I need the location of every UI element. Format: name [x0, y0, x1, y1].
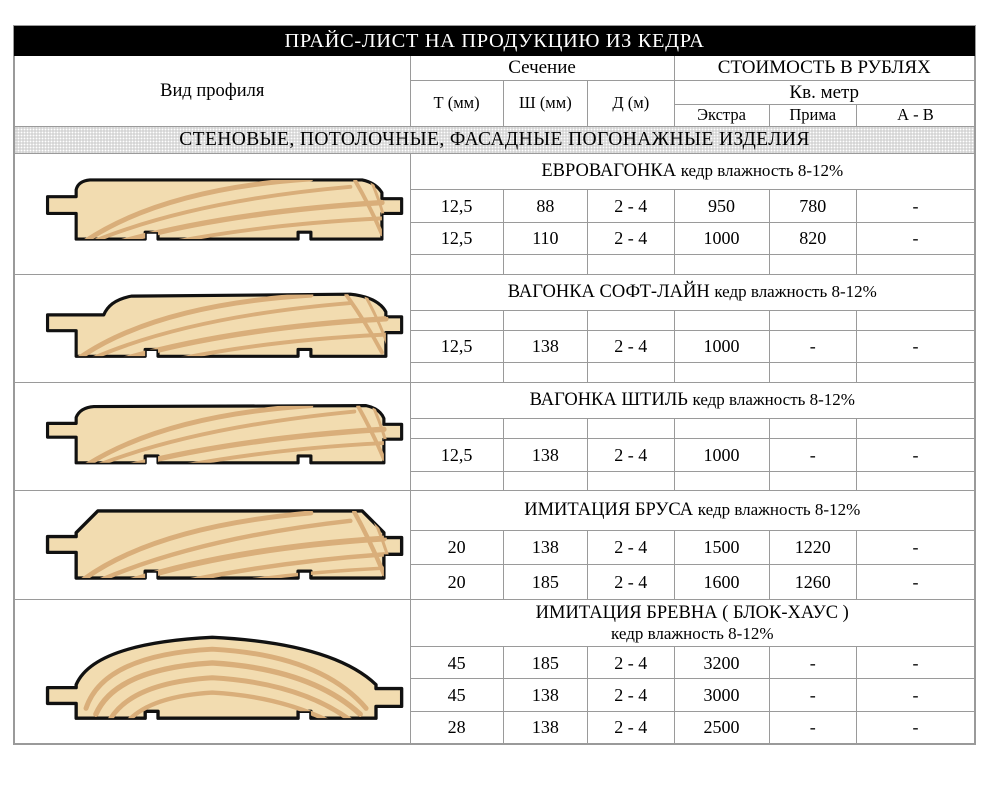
cell-extra: 1000 [674, 330, 769, 362]
imitation-beam-profile [15, 491, 411, 600]
cell-prima: 780 [769, 190, 856, 222]
price-list-page [13, 25, 976, 745]
cell-thickness: 12,5 [410, 190, 503, 222]
cell-prima: 1260 [769, 565, 856, 600]
empty-cell [588, 471, 674, 491]
product-name-row [15, 491, 975, 530]
soft-line-profile [15, 274, 411, 382]
cell-thickness: 45 [410, 646, 503, 678]
cell-width: 138 [503, 330, 587, 362]
cell-width: 138 [503, 679, 587, 711]
header-price-group: СТОИМОСТЬ В РУБЛЯХ [674, 56, 975, 81]
cell-thickness: 20 [410, 565, 503, 600]
product-name [410, 382, 974, 418]
header-row-groups [15, 56, 975, 81]
section-banner [15, 126, 975, 153]
cell-length: 2 - 4 [588, 530, 674, 565]
product-name-sub: кедр влажность 8-12% [680, 161, 844, 181]
cell-ab: - [856, 679, 974, 711]
empty-cell [410, 419, 503, 439]
empty-cell [674, 363, 769, 383]
cell-prima: - [769, 439, 856, 471]
block-house-profile [15, 600, 411, 744]
empty-cell [588, 419, 674, 439]
cell-length: 2 - 4 [588, 711, 674, 743]
cell-width: 138 [503, 711, 587, 743]
cell-length: 2 - 4 [588, 565, 674, 600]
cell-length: 2 - 4 [588, 222, 674, 254]
empty-cell [674, 419, 769, 439]
product-name [410, 153, 974, 189]
cell-prima: - [769, 711, 856, 743]
product-name-main: ЕВРОВАГОНКА [541, 161, 677, 182]
cell-ab: - [856, 530, 974, 565]
product-name [410, 274, 974, 310]
product-name-row [15, 153, 975, 189]
cell-width: 88 [503, 190, 587, 222]
product-name-sub: кедр влажность 8-12% [697, 500, 861, 520]
cell-width: 110 [503, 222, 587, 254]
empty-cell [503, 419, 587, 439]
product-name-main: ВАГОНКА СОФТ-ЛАЙН [507, 281, 710, 302]
cell-ab: - [856, 330, 974, 362]
empty-cell [503, 311, 587, 331]
header-profile-label: Вид профиля [15, 56, 411, 127]
price-list-table [14, 26, 975, 744]
header-grade-extra: Экстра [674, 105, 769, 127]
header-grade-ab: А - В [856, 105, 974, 127]
cell-extra: 2500 [674, 711, 769, 743]
empty-cell [769, 471, 856, 491]
empty-cell [503, 254, 587, 274]
cell-extra: 1000 [674, 439, 769, 471]
page-title: ПРАЙС-ЛИСТ НА ПРОДУКЦИЮ ИЗ КЕДРА [15, 27, 975, 56]
cell-prima: 820 [769, 222, 856, 254]
cell-width: 138 [503, 530, 587, 565]
cell-ab: - [856, 222, 974, 254]
empty-cell [674, 311, 769, 331]
product-name-row [15, 382, 975, 418]
empty-cell [674, 471, 769, 491]
empty-cell [503, 471, 587, 491]
euro-vagonka-profile [15, 153, 411, 274]
empty-cell [410, 471, 503, 491]
product-name [410, 600, 974, 647]
cell-thickness: 45 [410, 679, 503, 711]
empty-cell [856, 471, 974, 491]
cell-extra: 3200 [674, 646, 769, 678]
header-section-group: Сечение [410, 56, 674, 81]
product-name-sub: кедр влажность 8-12% [714, 281, 877, 301]
cell-thickness: 12,5 [410, 439, 503, 471]
cell-width: 185 [503, 565, 587, 600]
empty-cell [856, 254, 974, 274]
empty-cell [503, 363, 587, 383]
cell-thickness: 20 [410, 530, 503, 565]
empty-cell [410, 254, 503, 274]
empty-cell [588, 311, 674, 331]
empty-cell [588, 363, 674, 383]
empty-cell [856, 419, 974, 439]
empty-cell [588, 254, 674, 274]
empty-cell [769, 363, 856, 383]
product-name [410, 491, 974, 530]
header-col-width: Ш (мм) [503, 80, 587, 126]
cell-thickness: 12,5 [410, 222, 503, 254]
product-name-main: ИМИТАЦИЯ БРУСА [524, 500, 694, 521]
product-name-main: ИМИТАЦИЯ БРЕВНА ( БЛОК-ХАУС ) [535, 603, 849, 624]
cell-extra: 1000 [674, 222, 769, 254]
cell-extra: 1500 [674, 530, 769, 565]
title-row [15, 27, 975, 56]
cell-width: 185 [503, 646, 587, 678]
cell-prima: - [769, 330, 856, 362]
empty-cell [674, 254, 769, 274]
cell-prima: 1220 [769, 530, 856, 565]
empty-cell [410, 311, 503, 331]
section-banner-row [15, 126, 975, 153]
cell-ab: - [856, 565, 974, 600]
cell-ab: - [856, 711, 974, 743]
product-name-row [15, 600, 975, 647]
cell-length: 2 - 4 [588, 646, 674, 678]
cell-prima: - [769, 646, 856, 678]
shtil-profile [15, 382, 411, 490]
section-banner-label: СТЕНОВЫЕ, ПОТОЛОЧНЫЕ, ФАСАДНЫЕ ПОГОНАЖНЫЕ ИЗДЕЛИЯ [179, 128, 810, 150]
product-name-row [15, 274, 975, 310]
cell-ab: - [856, 439, 974, 471]
cell-ab: - [856, 646, 974, 678]
empty-cell [410, 363, 503, 383]
cell-length: 2 - 4 [588, 330, 674, 362]
cell-extra: 950 [674, 190, 769, 222]
cell-extra: 1600 [674, 565, 769, 600]
product-name-main: ВАГОНКА ШТИЛЬ [529, 390, 688, 411]
empty-cell [856, 363, 974, 383]
header-col-thickness: Т (мм) [410, 80, 503, 126]
product-name-line2: кедр влажность 8-12% [611, 623, 774, 643]
cell-length: 2 - 4 [588, 679, 674, 711]
cell-thickness: 12,5 [410, 330, 503, 362]
header-col-length: Д (м) [588, 80, 674, 126]
header-grade-prima: Прима [769, 105, 856, 127]
cell-length: 2 - 4 [588, 439, 674, 471]
cell-extra: 3000 [674, 679, 769, 711]
header-unit-label: Кв. метр [674, 80, 975, 105]
product-name-sub: кедр влажность 8-12% [692, 390, 855, 410]
cell-prima: - [769, 679, 856, 711]
cell-thickness: 28 [410, 711, 503, 743]
cell-ab: - [856, 190, 974, 222]
empty-cell [769, 254, 856, 274]
empty-cell [769, 311, 856, 331]
cell-length: 2 - 4 [588, 190, 674, 222]
cell-width: 138 [503, 439, 587, 471]
empty-cell [769, 419, 856, 439]
empty-cell [856, 311, 974, 331]
